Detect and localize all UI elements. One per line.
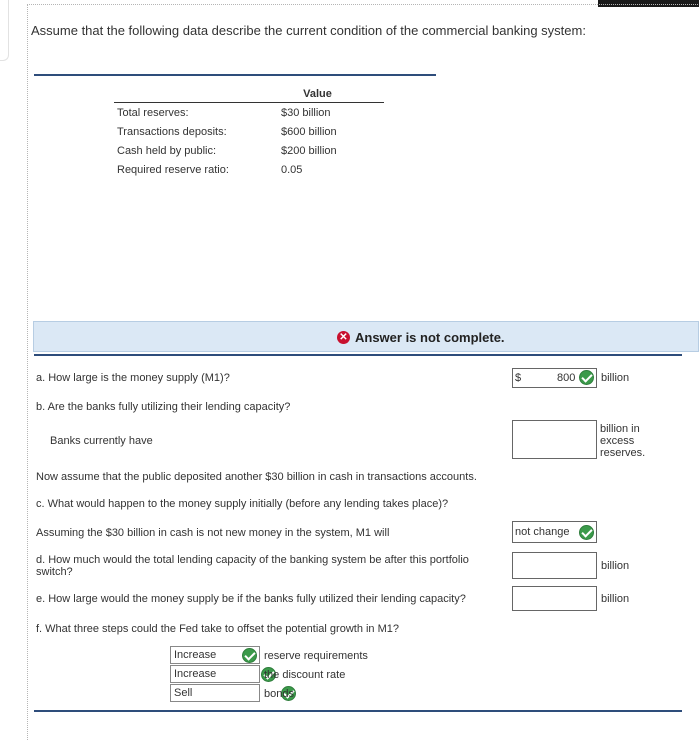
table-header-label — [114, 88, 251, 103]
table-header-value: Value — [251, 88, 384, 103]
fed-action-select-3[interactable] — [170, 684, 260, 702]
fed-target-1: reserve requirements — [264, 650, 368, 662]
row-label: Total reserves: — [117, 106, 189, 119]
banner-text: Answer is not complete. — [355, 330, 505, 345]
check-icon — [579, 370, 594, 385]
money-supply-change-prompt: Assuming the $30 billion in cash is not new money in the system, M1 will — [36, 527, 390, 539]
row-value: $200 billion — [281, 144, 337, 157]
money-supply-change-select[interactable] — [512, 521, 597, 543]
fed-action-select-2[interactable] — [170, 665, 260, 683]
data-table — [114, 88, 384, 179]
answer-status-banner — [33, 321, 699, 352]
row-value: $600 billion — [281, 125, 337, 138]
question-b: b. Are the banks fully utilizing their lending capacity? — [36, 401, 291, 413]
question-e: e. How large would the money supply be if the banks fully utilized their lending capacity? — [36, 593, 466, 605]
selected-option: not change — [515, 526, 570, 538]
question-a: a. How large is the money supply (M1)? — [36, 372, 230, 384]
unit-excess-reserves: billion in excess reserves. — [600, 423, 646, 459]
intro-text: Assume that the following data describe the current condition of the commercial banking system: — [31, 23, 586, 38]
money-supply-full-input[interactable] — [512, 586, 597, 611]
table-row — [114, 160, 384, 179]
bottom-rule — [34, 710, 682, 712]
fed-target-2: the discount rate — [264, 669, 346, 681]
table-row — [114, 141, 384, 160]
banner-rule — [34, 354, 682, 356]
excess-reserves-prompt: Banks currently have — [50, 435, 153, 447]
row-label: Cash held by public: — [117, 144, 217, 157]
row-value: 0.05 — [281, 163, 303, 176]
table-row — [114, 122, 384, 141]
intro-rule — [34, 74, 436, 76]
row-label: Transactions deposits: — [117, 125, 227, 138]
selected-action: Increase — [174, 668, 217, 680]
scenario-text: Now assume that the public deposited another $30 billion in cash in transactions accounts. — [36, 471, 477, 483]
unit-billion-a: billion — [601, 372, 630, 384]
left-edge-tab — [0, 0, 9, 61]
money-supply-value: 800 — [557, 372, 576, 384]
fed-target-3: bonds — [264, 688, 294, 700]
check-icon — [579, 525, 594, 540]
money-supply-input[interactable] — [512, 368, 597, 388]
selected-action: Sell — [174, 687, 193, 699]
question-f: f. What three steps could the Fed take to offset the potential growth in M1? — [36, 623, 400, 635]
table-row — [114, 103, 384, 123]
row-value: $30 billion — [281, 106, 331, 119]
x-icon: ✕ — [337, 331, 350, 344]
excess-reserves-input[interactable] — [512, 420, 597, 459]
row-label: Required reserve ratio: — [117, 163, 229, 176]
unit-billion-e: billion — [601, 593, 630, 605]
unit-billion-d: billion — [601, 560, 630, 572]
check-icon — [242, 648, 257, 663]
currency-symbol: $ — [515, 372, 522, 384]
lending-capacity-input[interactable] — [512, 552, 597, 579]
question-d: d. How much would the total lending capacity of the banking system be after this portfolio switch? — [36, 554, 469, 578]
selected-action: Increase — [174, 649, 217, 661]
question-c: c. What would happen to the money supply initially (before any lending takes place)? — [36, 498, 449, 510]
